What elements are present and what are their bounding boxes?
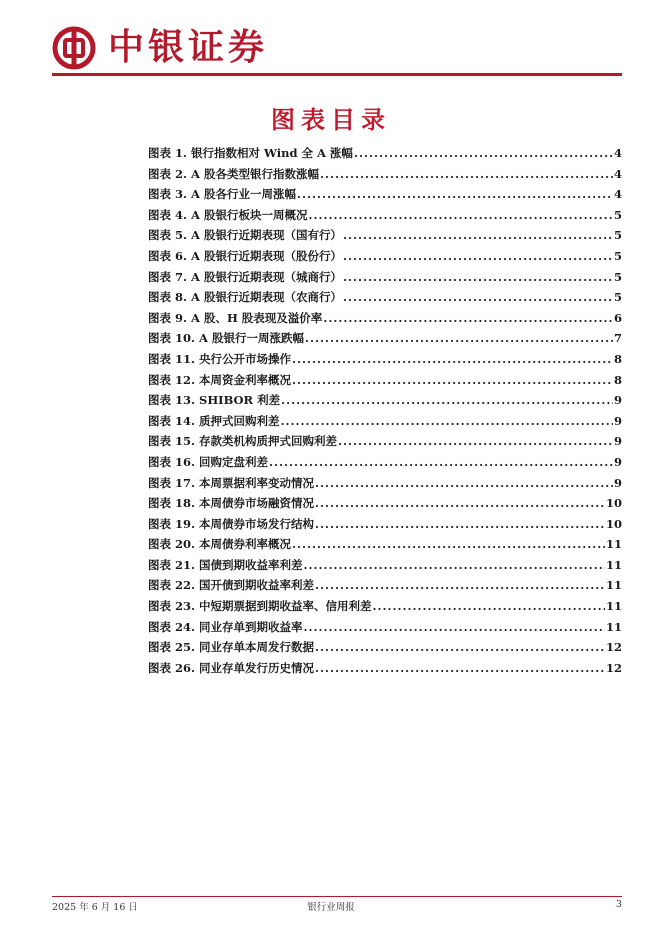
- toc-entry-page: 4: [613, 187, 622, 202]
- toc-entry-label: 图表 10. A 股银行一周涨跌幅: [148, 331, 304, 346]
- brand-name: 中银证券: [108, 27, 269, 68]
- toc-dot-leader: [292, 352, 613, 366]
- toc-entry[interactable]: [148, 433, 622, 454]
- toc-dot-leader: [315, 496, 605, 510]
- toc-entry[interactable]: [148, 392, 622, 413]
- toc-entry-label: 图表 14. 质押式回购利差: [148, 413, 280, 428]
- toc-entry-label: 图表 2. A 股各类型银行指数涨幅: [148, 166, 319, 181]
- toc-entry-label: 图表 22. 国开债到期收益率利差: [148, 578, 315, 593]
- toc-dot-leader: [373, 599, 605, 613]
- toc-entry[interactable]: [148, 516, 622, 537]
- toc-entry-label: 图表 20. 本周债券利率概况: [148, 537, 292, 552]
- toc-entry-page: 9: [613, 393, 622, 408]
- toc-entry[interactable]: [148, 413, 622, 434]
- toc-entry-label: 图表 23. 中短期票据到期收益率、信用利差: [148, 599, 372, 614]
- bank-of-china-logo: [52, 26, 96, 70]
- toc-entry-page: 10: [605, 516, 622, 531]
- toc-entry[interactable]: [148, 577, 622, 598]
- toc-entry-page: 11: [605, 578, 622, 593]
- toc-entry-page: 5: [613, 248, 622, 263]
- toc-entry[interactable]: [148, 639, 622, 660]
- toc-entry-page: 11: [605, 619, 622, 634]
- toc-entry-label: 图表 26. 同业存单发行历史情况: [148, 660, 315, 675]
- toc-entry-page: 9: [613, 413, 622, 428]
- toc-dot-leader: [343, 228, 613, 242]
- toc-entry-page: 8: [613, 351, 622, 366]
- footer-date: 2025 年 6 月 16 日: [52, 902, 138, 913]
- toc-entry-label: 图表 24. 同业存单到期收益率: [148, 619, 303, 634]
- toc-entry[interactable]: [148, 619, 622, 640]
- toc-dot-leader: [269, 455, 613, 469]
- toc-entry-page: 5: [613, 290, 622, 305]
- toc-dot-leader: [315, 476, 613, 490]
- toc-dot-leader: [304, 620, 605, 634]
- toc-entry-page: 11: [605, 599, 622, 614]
- toc-entry-page: 4: [613, 146, 622, 160]
- toc-entry-label: 图表 17. 本周票据利率变动情况: [148, 475, 315, 490]
- toc-entry-label: 图表 16. 回购定盘利差: [148, 454, 269, 469]
- toc-entry-page: 12: [605, 660, 622, 675]
- toc-entry-label: 图表 12. 本周资金利率概况: [148, 372, 292, 387]
- footer-report-name: 银行业周报: [307, 902, 355, 913]
- toc-entry-page: 9: [613, 454, 622, 469]
- toc-entry-label: 图表 5. A 股银行近期表现（国有行）: [148, 228, 342, 243]
- toc-entry-label: 图表 25. 同业存单本周发行数据: [148, 640, 315, 655]
- toc-entry[interactable]: [148, 166, 622, 187]
- toc-entry-label: 图表 1. 银行指数相对 Wind 全 A 涨幅: [148, 146, 353, 160]
- toc-entry[interactable]: [148, 248, 622, 269]
- toc-dot-leader: [304, 558, 605, 572]
- toc-entry-label: 图表 18. 本周债券市场融资情况: [148, 496, 315, 511]
- header-rule: [52, 73, 622, 76]
- toc-dot-leader: [297, 187, 613, 201]
- toc-dot-leader: [315, 661, 605, 675]
- toc-entry[interactable]: [148, 207, 622, 228]
- toc-entry-page: 5: [613, 269, 622, 284]
- header: [52, 24, 622, 78]
- toc-entry-page: 11: [605, 557, 622, 572]
- page-title: 图表目录: [271, 106, 391, 134]
- toc-entry[interactable]: [148, 454, 622, 475]
- toc-entry[interactable]: [148, 145, 622, 166]
- toc-dot-leader: [315, 640, 605, 654]
- toc-dot-leader: [305, 331, 613, 345]
- toc-entry-label: 图表 7. A 股银行近期表现（城商行）: [148, 269, 342, 284]
- toc-entry[interactable]: [148, 310, 622, 331]
- toc-entry-label: 图表 8. A 股银行近期表现（农商行）: [148, 290, 342, 305]
- toc-entry-label: 图表 15. 存款类机构质押式回购利差: [148, 434, 338, 449]
- footer-page-number: 3: [615, 899, 622, 910]
- toc-entry-label: 图表 3. A 股各行业一周涨幅: [148, 187, 296, 202]
- toc-entry-label: 图表 9. A 股、H 股表现及溢价率: [148, 310, 323, 325]
- toc-dot-leader: [354, 146, 613, 160]
- toc-entry[interactable]: [148, 557, 622, 578]
- toc-entry-label: 图表 4. A 股银行板块一周概况: [148, 207, 308, 222]
- toc-entry[interactable]: [148, 289, 622, 310]
- toc-dot-leader: [343, 270, 613, 284]
- toc-entry-label: 图表 11. 央行公开市场操作: [148, 351, 292, 366]
- toc-dot-leader: [315, 578, 605, 592]
- toc-entry-page: 9: [613, 475, 622, 490]
- footer-rule: [52, 896, 622, 897]
- toc-entry-page: 9: [613, 434, 622, 449]
- toc-entry-label: 图表 13. SHIBOR 利差: [148, 393, 281, 408]
- toc-dot-leader: [315, 517, 605, 531]
- toc-entry-page: 5: [613, 228, 622, 243]
- toc-entry-page: 6: [613, 310, 622, 325]
- toc-dot-leader: [292, 537, 605, 551]
- toc-dot-leader: [343, 290, 613, 304]
- toc-entry-label: 图表 19. 本周债券市场发行结构: [148, 516, 315, 531]
- toc-dot-leader: [308, 208, 613, 222]
- toc-entry-page: 12: [605, 640, 622, 655]
- toc-entry[interactable]: [148, 227, 622, 248]
- toc-dot-leader: [323, 311, 613, 325]
- toc-entry[interactable]: [148, 536, 622, 557]
- toc-dot-leader: [338, 434, 613, 448]
- toc-entry[interactable]: [148, 475, 622, 496]
- toc-entry-page: 7: [613, 331, 622, 346]
- toc-entry-page: 4: [613, 166, 622, 181]
- toc-entry[interactable]: [148, 186, 622, 207]
- table-of-figures: [148, 145, 622, 680]
- toc-entry-page: 10: [605, 496, 622, 511]
- toc-entry[interactable]: [148, 351, 622, 372]
- toc-entry-page: 8: [613, 372, 622, 387]
- toc-entry[interactable]: [148, 598, 622, 619]
- toc-dot-leader: [281, 414, 613, 428]
- toc-entry[interactable]: [148, 495, 622, 516]
- toc-entry-label: 图表 21. 国债到期收益率利差: [148, 557, 303, 572]
- toc-entry-page: 5: [613, 207, 622, 222]
- toc-dot-leader: [281, 393, 613, 407]
- toc-entry[interactable]: [148, 269, 622, 290]
- toc-entry[interactable]: [148, 372, 622, 393]
- toc-entry-label: 图表 6. A 股银行近期表现（股份行）: [148, 248, 342, 263]
- toc-dot-leader: [320, 167, 613, 181]
- toc-entry[interactable]: [148, 330, 622, 351]
- toc-dot-leader: [292, 373, 613, 387]
- toc-entry[interactable]: [148, 660, 622, 681]
- toc-entry-page: 11: [605, 537, 622, 552]
- toc-dot-leader: [343, 249, 613, 263]
